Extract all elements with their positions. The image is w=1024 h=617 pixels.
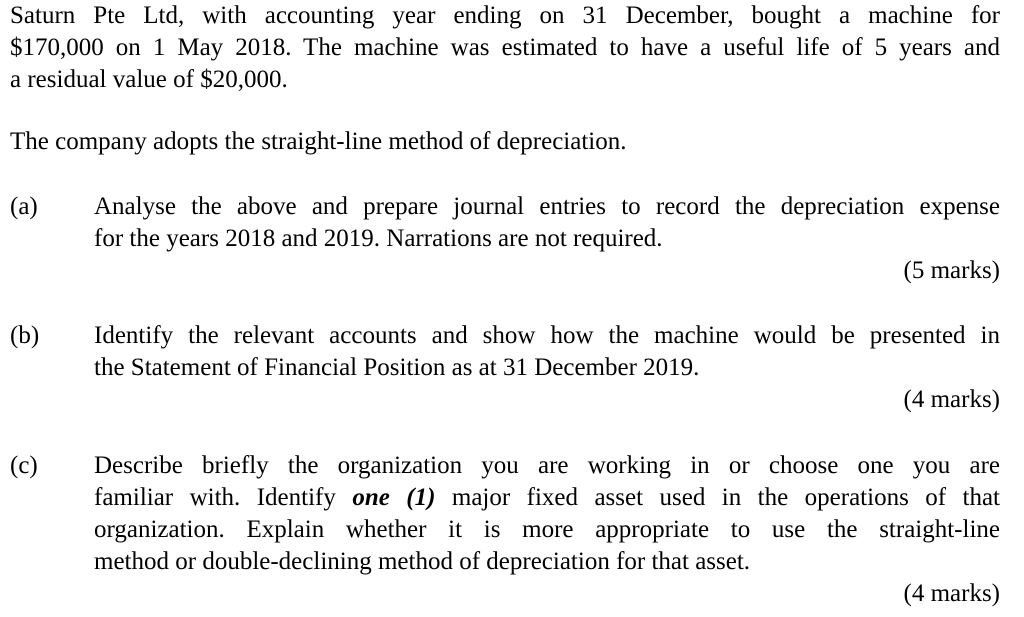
part-c-label: (c) (10, 452, 38, 479)
part-c-line-2-pre: familiar with. Identify (94, 484, 336, 511)
part-c-text (94, 450, 1000, 578)
part-b-label: (b) (10, 322, 40, 349)
part-c-line-2 (94, 482, 1000, 514)
scenario-paragraph (10, 0, 1000, 96)
part-c-marks: (4 marks) (903, 580, 1000, 607)
part-a-label: (a) (10, 193, 38, 220)
part-a-marks: (5 marks) (903, 257, 1000, 284)
question-document (10, 0, 1001, 607)
part-c-line-1: Describe briefly the organization you are working in or choose one you are (94, 452, 1000, 479)
part-a-line-1: Analyse the above and prepare journal entries to record the depreciation expense (94, 193, 1000, 220)
part-b-text (94, 320, 1000, 384)
part-a-text (94, 191, 1000, 255)
method-statement: The company adopts the straight-line method of depreciation. (10, 128, 627, 155)
part-b-line-2: the Statement of Financial Position as at 31 December 2019. (94, 354, 700, 381)
part-c-line-2-post: major fixed asset used in the operations of that (451, 484, 1001, 511)
part-c-line-3: organization. Explain whether it is more appropriate to use the straight-line (94, 516, 1000, 543)
scenario-line-2: $170,000 on 1 May 2018. The machine was estimated to have a useful life of 5 years and (10, 34, 1000, 61)
part-c-emphasis: one (1) (352, 484, 436, 511)
part-b-line-1: Identify the relevant accounts and show how the machine would be presented in (94, 322, 1000, 349)
part-a-line-2: for the years 2018 and 2019. Narrations are not required. (94, 225, 663, 252)
part-b-marks: (4 marks) (903, 386, 1000, 413)
scenario-line-3: a residual value of $20,000. (10, 66, 288, 93)
part-c-line-4: method or double-declining method of depreciation for that asset. (94, 548, 751, 575)
scenario-line-1: Saturn Pte Ltd, with accounting year ending on 31 December, bought a machine for (10, 2, 1000, 29)
